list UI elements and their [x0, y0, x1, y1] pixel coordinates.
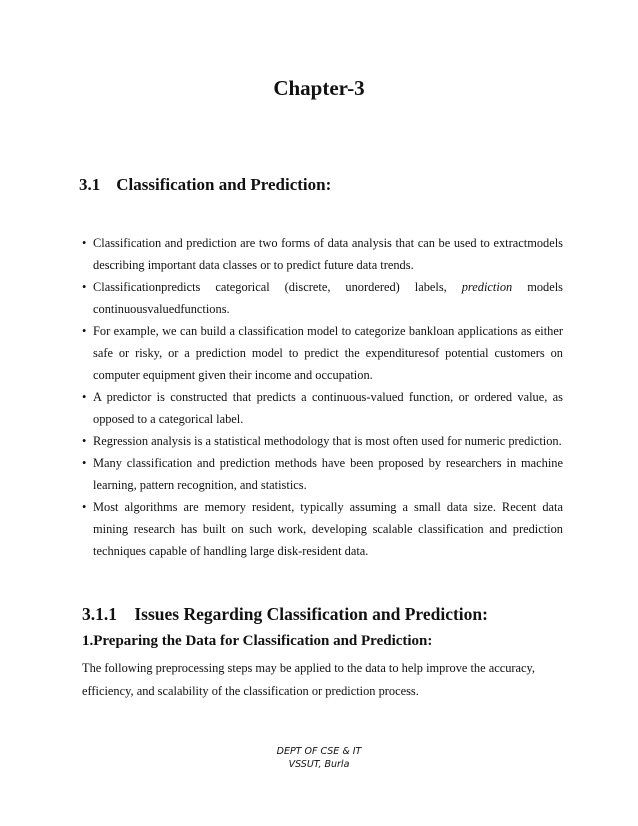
subsection-heading [82, 604, 488, 625]
bullet-item: • A predictor is constructed that predicts a continuous-valued function, or ordered value, as opposed to a categorical label. [82, 386, 563, 430]
body-paragraph: The following preprocessing steps may be applied to the data to help improve the accuracy, efficiency, and scalability of the classification or prediction process. [82, 661, 536, 698]
section-number: 3.1 [79, 175, 101, 194]
section-title: Classification and Prediction: [116, 175, 332, 194]
bullet-item [82, 276, 563, 320]
bullet-emphasis: prediction [461, 280, 513, 294]
bullet-item: • Many classification and prediction methods have been proposed by researchers in machine learning, pattern recognition, and statistics. [82, 452, 563, 496]
footer-institution: VSSUT, Burla [288, 759, 350, 770]
bullet-item: • Most algorithms are memory resident, typically assuming a small data size. Recent data mining research has built on such work, developing scalable classification and prediction techniques capable of handling large disk-resident data. [82, 496, 563, 562]
section-heading [79, 175, 331, 195]
bullet-item: • For example, we can build a classification model to categorize bankloan applications as either safe or risky, or a prediction model to predict the expendituresof potential customers on computer equipment given their income and occupation. [82, 320, 563, 386]
subsection-number: 3.1.1 [82, 604, 117, 624]
subsection-title: Issues Regarding Classification and Prediction: [134, 604, 488, 624]
subsubsection-heading: 1.Preparing the Data for Classification and Prediction: [82, 633, 433, 649]
bullet-item: • Regression analysis is a statistical methodology that is most often used for numeric prediction. [82, 430, 563, 452]
bullet-text: Classificationpredicts categorical (discrete, unordered) labels, [93, 280, 462, 294]
bullet-text: models continuousvaluedfunctions. [93, 280, 563, 316]
page-footer [0, 745, 638, 771]
chapter-title: Chapter-3 [273, 76, 365, 100]
bullet-item: • Classification and prediction are two forms of data analysis that can be used to extractmodels describing important data classes or to predict future data trends. [82, 232, 563, 276]
footer-department: DEPT OF CSE & IT [276, 746, 362, 757]
bullet-list [82, 232, 563, 562]
